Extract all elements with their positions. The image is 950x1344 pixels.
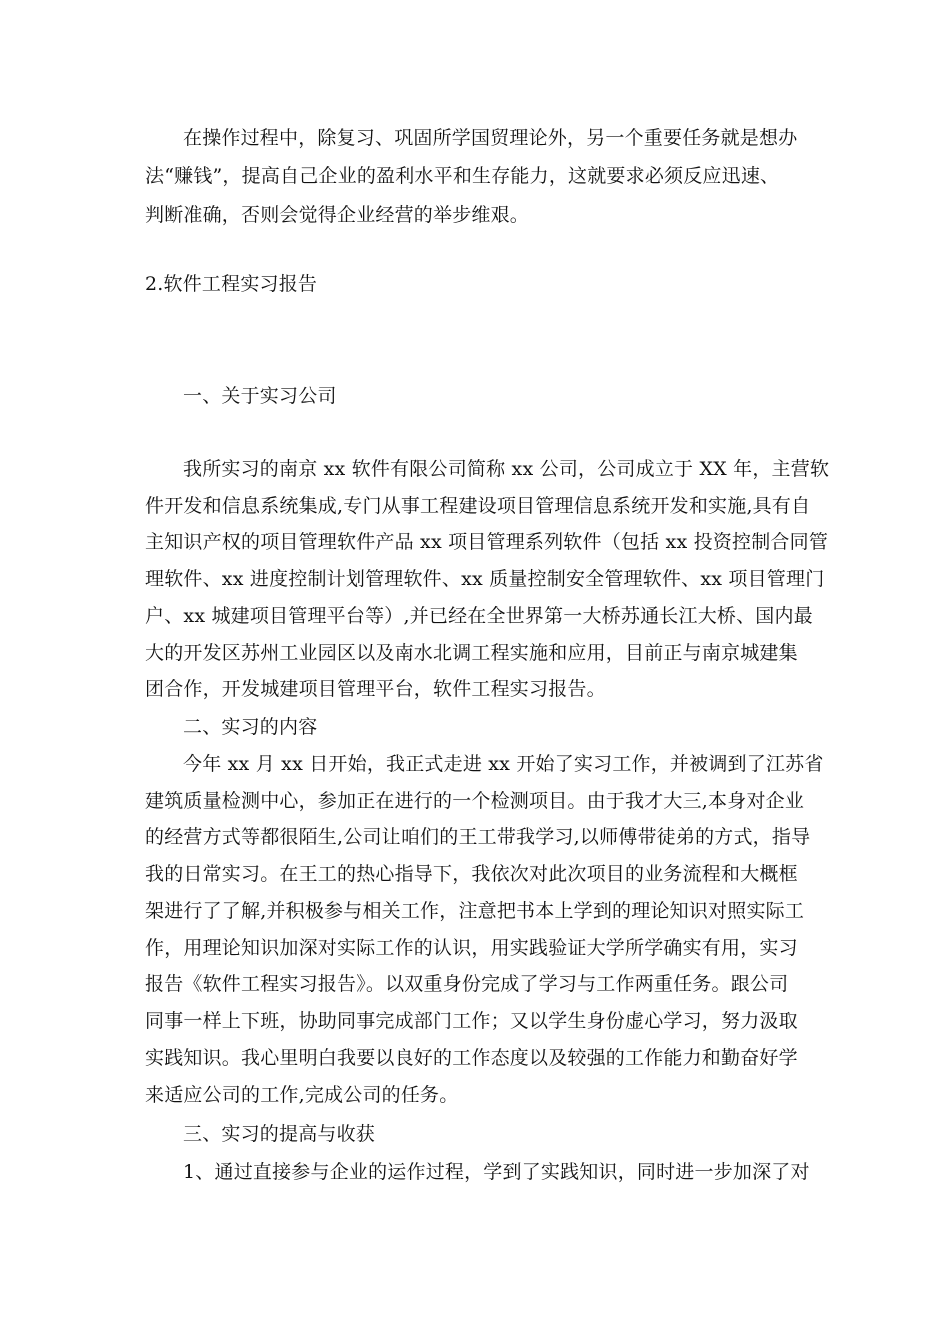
section-title: 2.软件工程实习报告 bbox=[145, 273, 318, 295]
paragraph-line: 件开发和信息系统集成,专门从事工程建设项目管理信息系统开发和实施,具有自 bbox=[145, 495, 811, 517]
paragraph-line: 的经营方式等都很陌生,公司让咱们的王工带我学习,以师傅带徒弟的方式，指导 bbox=[145, 826, 811, 848]
paragraph-line: 今年 xx 月 xx 日开始，我正式走进 xx 开始了实习工作，并被调到了江苏省 bbox=[183, 753, 824, 775]
paragraph-line: 报告《软件工程实习报告》。以双重身份完成了学习与工作两重任务。跟公司 bbox=[145, 973, 789, 995]
section-heading: 一、关于实习公司 bbox=[183, 385, 337, 407]
paragraph-line: 实践知识。我心里明白我要以良好的工作态度以及较强的工作能力和勤奋好学 bbox=[145, 1047, 798, 1069]
paragraph-line: 团合作，开发城建项目管理平台，软件工程实习报告。 bbox=[145, 678, 606, 700]
paragraph-line: 法“赚钱”，提高自己企业的盈利水平和生存能力，这就要求必须反应迅速、 bbox=[145, 165, 780, 187]
paragraph-line: 主知识产权的项目管理软件产品 xx 项目管理系列软件（包括 xx 投资控制合同管 bbox=[145, 531, 829, 553]
section-heading: 二、实习的内容 bbox=[183, 716, 318, 738]
paragraph-line: 作，用理论知识加深对实际工作的认识，用实践验证大学所学确实有用，实习 bbox=[145, 937, 798, 959]
paragraph-line: 我所实习的南京 xx 软件有限公司简称 xx 公司，公司成立于 XX 年，主营软 bbox=[183, 458, 830, 480]
paragraph-line: 理软件、xx 进度控制计划管理软件、xx 质量控制安全管理软件、xx 项目管理门 bbox=[145, 568, 825, 590]
paragraph-line: 户、xx 城建项目管理平台等）,并已经在全世界第一大桥苏通长江大桥、国内最 bbox=[145, 605, 813, 627]
paragraph-line: 在操作过程中，除复习、巩固所学国贸理论外，另一个重要任务就是想办 bbox=[183, 127, 798, 149]
paragraph-line: 我的日常实习。在王工的热心指导下，我依次对此次项目的业务流程和大概框 bbox=[145, 863, 798, 885]
paragraph-line: 大的开发区苏州工业园区以及南水北调工程实施和应用，目前正与南京城建集 bbox=[145, 642, 798, 664]
paragraph-line: 判断准确，否则会觉得企业经营的举步维艰。 bbox=[145, 204, 530, 226]
paragraph-line: 来适应公司的工作,完成公司的任务。 bbox=[145, 1084, 459, 1106]
paragraph-line: 1、通过直接参与企业的运作过程，学到了实践知识，同时进一步加深了对 bbox=[183, 1161, 810, 1183]
paragraph-line: 架进行了了解,并积极参与相关工作，注意把书本上学到的理论知识对照实际工 bbox=[145, 900, 805, 922]
paragraph-line: 建筑质量检测中心，参加正在进行的一个检测项目。由于我才大三,本身对企业 bbox=[145, 790, 805, 812]
section-heading: 三、实习的提高与收获 bbox=[183, 1123, 376, 1145]
paragraph-line: 同事一样上下班，协助同事完成部门工作；又以学生身份虚心学习，努力汲取 bbox=[145, 1010, 798, 1032]
